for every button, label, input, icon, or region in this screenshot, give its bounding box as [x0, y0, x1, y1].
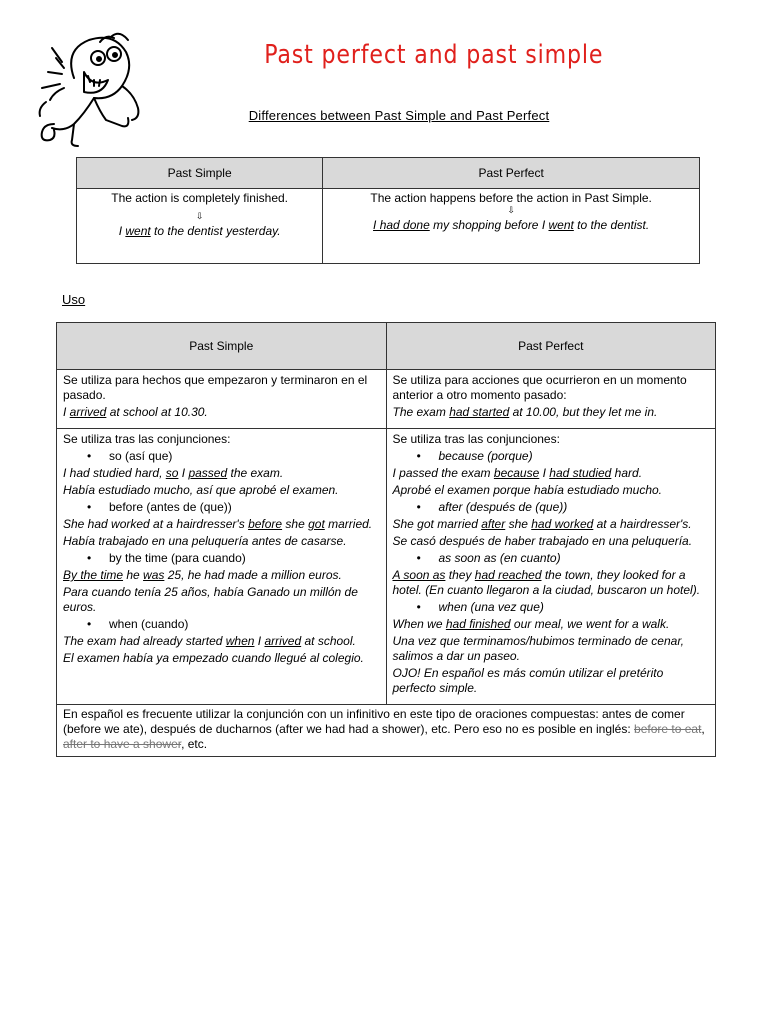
list-item: • because (porque) — [393, 449, 710, 464]
past-simple-cell — [77, 189, 323, 264]
usage-row2-left: Se utiliza tras las conjunciones: • so (así que) I had studied hard, so I passed the exam. Había estudiado mucho, así que aprobé el examen. • before (antes de (que)) She had worked at a hairdresser's before she got married. Había trabajado en una peluquería antes de casarse. • by the time (para cuando) By the time he was 25, he had made a million euros. Para cuando tenía 25 años, había Ganado un millón de euros. • when (cuando) The exam had already started when I arrived at school. El examen había ya empezado cuando llegué al colegio. — [57, 429, 387, 705]
list-item: • when (cuando) — [63, 617, 380, 632]
usage-footer-note: En español es frecuente utilizar la conjunción con un infinitivo en este tipo de oraciones compuestas: antes de comer (before we ate), después de ducharnos (after we had had a shower), etc. Pero eso no es posible en inglés: before to eat, after to have a shower, etc. — [57, 705, 716, 757]
uso-heading: Uso — [62, 292, 86, 307]
past-simple-definition: The action is completely finished. — [111, 191, 289, 205]
list-item: • as soon as (en cuanto) — [393, 551, 710, 566]
list-item: • after (después de (que)) — [393, 500, 710, 515]
down-arrow-icon: ⇩ — [507, 205, 515, 215]
past-simple-example: I went to the dentist yesterday. — [118, 224, 281, 238]
past-perfect-cell — [323, 189, 700, 264]
past-perfect-definition: The action happens before the action in Past Simple. — [370, 191, 652, 205]
list-item: • when (una vez que) — [393, 600, 710, 615]
list-item: • so (así que) — [63, 449, 380, 464]
list-item: • before (antes de (que)) — [63, 500, 380, 515]
usage-row1-right: Se utiliza para acciones que ocurrieron en un momento anterior a otro momento pasado: The exam had started at 10.00, but they let me in. — [386, 370, 716, 429]
header-past-simple: Past Simple — [77, 158, 323, 189]
usage-header-past-simple: Past Simple — [57, 323, 387, 370]
section-subtitle: Differences between Past Simple and Past Perfect — [248, 108, 550, 123]
down-arrow-icon: ⇩ — [195, 211, 204, 221]
page-title: Past perfect and past simple — [264, 40, 604, 70]
usage-row2-right: Se utiliza tras las conjunciones: • because (porque) I passed the exam because I had studied hard. Aprobé el examen porque había estudiado mucho. • after (después de (que)) She got married after she had worked at a hairdresser's. Se casó después de haber trabajado en una peluquería. • as soon as (en cuanto) A soon as they had reached the town, they looked for a hotel. (En cuanto llegaron a la ciudad, buscaron un hotel). • when (una vez que) When we had finished our meal, we went for a walk. Una vez que terminamos/hubimos terminado de cenar, salimos a dar un paseo. OJO! En español es más común utilizar el pretérito perfecto simple. — [386, 429, 716, 705]
header-past-perfect: Past Perfect — [323, 158, 700, 189]
past-perfect-example: I had done my shopping before I went to the dentist. — [373, 218, 650, 232]
usage-row1-left: Se utiliza para hechos que empezaron y terminaron en el pasado. I arrived at school at 10.30. — [57, 370, 387, 429]
usage-header-past-perfect: Past Perfect — [386, 323, 716, 370]
comparison-table — [76, 157, 700, 264]
list-item: • by the time (para cuando) — [63, 551, 380, 566]
usage-table — [56, 322, 716, 757]
